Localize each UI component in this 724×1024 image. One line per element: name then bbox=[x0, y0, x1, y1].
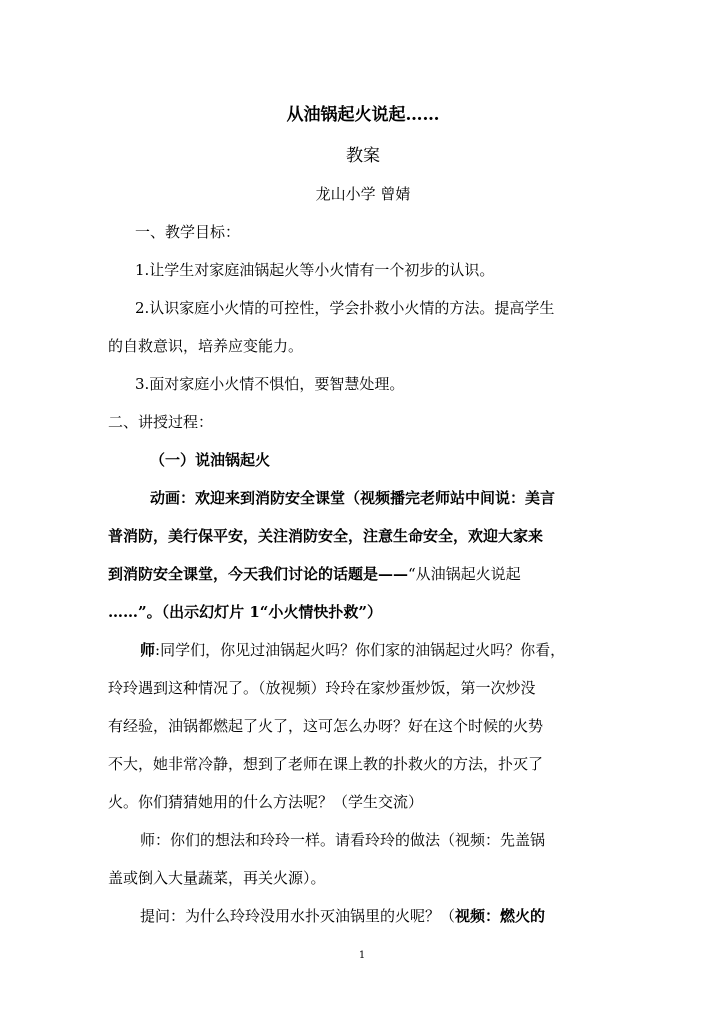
teacher-paragraph-2-line2: 盖或倒入大量蔬菜，再关火源）。 bbox=[108, 869, 326, 887]
section-heading-process: 二、讲授过程： bbox=[108, 413, 214, 431]
question-text: 提问：为什么玲玲没用水扑灭油锅里的火呢？（ bbox=[140, 907, 456, 925]
animation-paragraph-line1: 动画：欢迎来到消防安全课堂（视频播完老师站中间说：美言 bbox=[150, 489, 556, 507]
page-number: 1 bbox=[358, 950, 366, 961]
part-heading-oil-fire: （一）说油锅起火 bbox=[150, 451, 271, 469]
goal-item-3: 3.面对家庭小火情不惧怕，要智慧处理。 bbox=[135, 375, 405, 393]
goal-item-2-line2: 的自救意识，培养应变能力。 bbox=[108, 337, 304, 355]
animation-line3-normal: “从油锅起火说起 bbox=[408, 565, 521, 583]
teacher-paragraph-1-line1 bbox=[140, 639, 650, 661]
question-video-note: 视频：燃火的 bbox=[455, 907, 546, 925]
document-author: 龙山小学 曾婧 bbox=[315, 185, 411, 203]
animation-line3-bold: 到消防安全课堂，今天我们讨论的话题是—— bbox=[108, 565, 409, 583]
section-heading-goals: 一、教学目标： bbox=[135, 223, 241, 241]
teacher-paragraph-1-line5: 火。你们猜猜她用的什么方法呢？（学生交流） bbox=[108, 793, 424, 811]
question-paragraph-line1 bbox=[140, 905, 650, 927]
teacher-text: :同学们，你见过油锅起火吗？你们家的油锅起过火吗？你看， bbox=[155, 641, 566, 659]
document-subtitle: 教案 bbox=[346, 146, 380, 166]
goal-item-2-line1: 2.认识家庭小火情的可控性，学会扑救小火情的方法。提高学生 bbox=[135, 299, 555, 317]
goal-item-1: 1.让学生对家庭油锅起火等小火情有一个初步的认识。 bbox=[135, 261, 495, 279]
document-title: 从油锅起火说起…… bbox=[286, 105, 440, 125]
animation-paragraph-line3 bbox=[108, 563, 618, 585]
teacher-paragraph-2-line1: 师：你们的想法和玲玲一样。请看玲玲的做法（视频：先盖锅 bbox=[140, 831, 546, 849]
teacher-paragraph-1-line3: 有经验，油锅都燃起了火了，这可怎么办呀？好在这个时候的火势 bbox=[108, 717, 544, 735]
teacher-label: 师 bbox=[140, 641, 156, 659]
animation-paragraph-line2: 普消防，美行保平安，关注消防安全，注意生命安全，欢迎大家来 bbox=[108, 527, 544, 545]
teacher-paragraph-1-line4: 不大，她非常冷静，想到了老师在课上教的扑救火的方法，扑灭了 bbox=[108, 755, 544, 773]
animation-paragraph-line4: ……”。（出示幻灯片 1“小火情快扑救”） bbox=[108, 603, 383, 621]
teacher-paragraph-1-line2: 玲玲遇到这种情况了。（放视频）玲玲在家炒蛋炒饭，第一次炒没 bbox=[108, 679, 536, 697]
